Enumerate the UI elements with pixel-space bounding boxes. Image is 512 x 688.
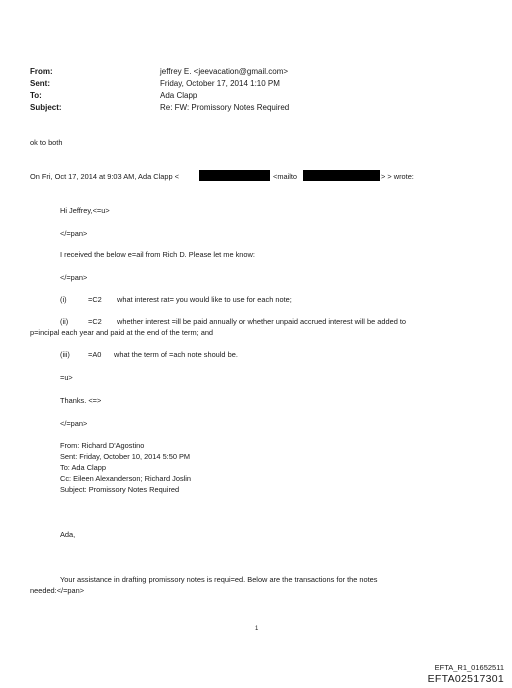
subject-label: Subject: (30, 103, 62, 112)
to-label: To: (30, 91, 42, 100)
item-number: (ii) (60, 317, 69, 326)
reply-text: ok to both (30, 138, 63, 147)
footer-id-small: EFTA_R1_01652511 (434, 663, 504, 672)
quote-header-suffix: > > wrote: (381, 172, 414, 181)
thanks-line: Thanks. <=> (60, 396, 102, 405)
item-text: what interest rat= you would like to use for each note; (117, 295, 292, 304)
quote-header-prefix: On Fri, Oct 17, 2014 at 9:03 AM, Ada Clapp < (30, 172, 179, 181)
from-label: From: (30, 67, 53, 76)
subject-value: Re: FW: Promissory Notes Required (160, 103, 290, 112)
quote-header-mailto: <mailto (273, 172, 298, 181)
assistance-line: Your assistance in drafting promissory notes is requi=ed. Below are the transactions for the notes (60, 575, 378, 584)
item-number: (i) (60, 295, 67, 304)
item-number: (iii) (60, 350, 70, 359)
fwd-from: From: Richard D'Agostino (60, 441, 145, 450)
greeting-line: Hi Jeffrey,<=u> (60, 206, 110, 215)
to-value: Ada Clapp (160, 91, 198, 100)
redaction-bar (303, 170, 380, 181)
fwd-cc: Cc: Eileen Alexanderson; Richard Joslin (60, 474, 192, 483)
from-value: jeffrey E. <jeevacation@gmail.com> (160, 67, 289, 76)
sent-label: Sent: (30, 79, 50, 88)
item-code: =C2 (88, 295, 102, 304)
pan-tag-line: </=pan> (60, 273, 88, 282)
fwd-sent: Sent: Friday, October 10, 2014 5:50 PM (60, 452, 191, 461)
fwd-subject: Subject: Promissory Notes Required (60, 485, 180, 494)
item-code: =A0 (88, 350, 102, 359)
received-line: I received the below e=ail from Rich D. Please let me know: (60, 250, 255, 259)
item-text: what the term of =ach note should be. (114, 350, 238, 359)
sent-value: Friday, October 17, 2014 1:10 PM (160, 79, 280, 88)
page-number: 1 (255, 626, 259, 632)
item-text-continued: p=incipal each year and paid at the end of the term; and (30, 328, 214, 337)
item-code: =C2 (88, 317, 102, 326)
pan-tag-line: </=pan> (60, 229, 88, 238)
assistance-line-continued: needed:</=pan> (30, 586, 85, 595)
pan-tag-line: </=pan> (60, 419, 88, 428)
item-text: whether interest =ill be paid annually or whether unpaid accrued interest will be added to (117, 317, 407, 326)
salutation: Ada, (60, 530, 76, 539)
u-tag-line: =u> (60, 373, 73, 382)
fwd-to: To: Ada Clapp (60, 463, 107, 472)
redaction-bar (199, 170, 270, 181)
footer-id-large: EFTA02517301 (427, 673, 504, 685)
